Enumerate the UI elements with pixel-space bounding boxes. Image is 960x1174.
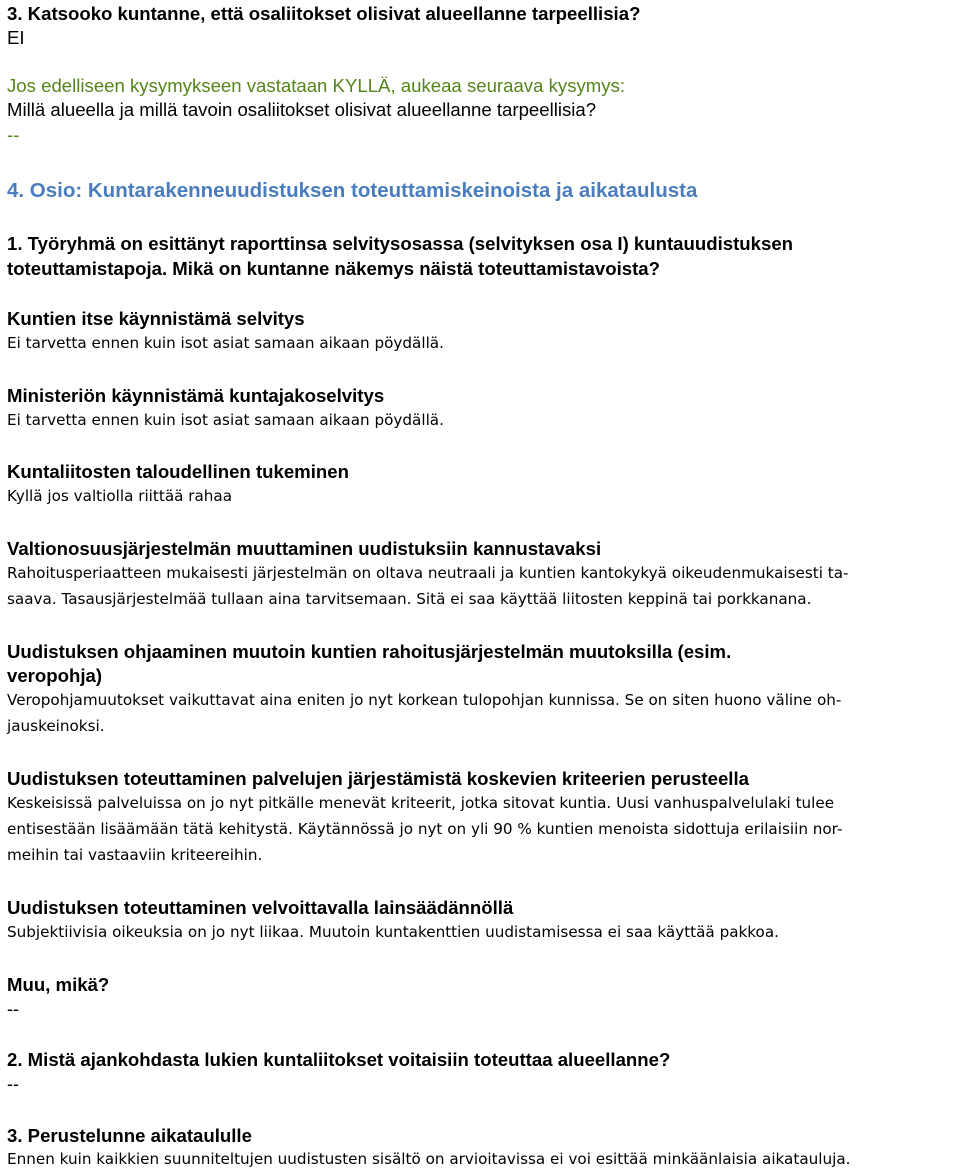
section4-title: 4. Osio: Kuntarakenneuudistuksen toteuttamiskeinoista ja aikataulusta xyxy=(7,179,698,202)
option-title: Ministeriön käynnistämä kuntajakoselvitys xyxy=(7,385,385,406)
option-answer: Ei tarvetta ennen kuin isot asiat samaan aikaan pöydällä. xyxy=(7,334,444,352)
s4-q3-answer: Ennen kuin kaikkien suunniteltujen uudistusten sisältö on arvioitavissa ei voi esittää minkäänlaisia aikatauluja. xyxy=(7,1150,851,1168)
q3-followup-note: Jos edelliseen kysymykseen vastataan KYLLÄ, aukeaa seuraava kysymys: xyxy=(7,75,626,96)
s4-q2-heading: 2. Mistä ajankohdasta lukien kuntaliitokset voitaisiin toteuttaa alueellanne? xyxy=(7,1049,671,1070)
s4-q2-answer: -- xyxy=(7,1074,19,1094)
q3-followup-answer: -- xyxy=(7,124,20,145)
s4-q1-line2: toteuttamistapoja. Mikä on kuntanne näkemys näistä toteuttamistavoista? xyxy=(7,258,660,279)
option-answer: Kyllä jos valtiolla riittää rahaa xyxy=(7,487,233,505)
other-label: Muu, mikä? xyxy=(7,974,110,995)
option-answer: jauskeinoksi. xyxy=(7,717,105,735)
option-title: Valtionosuusjärjestelmän muuttaminen uudistuksiin kannustavaksi xyxy=(7,538,602,559)
other-answer: -- xyxy=(7,999,19,1019)
option-title: Kuntien itse käynnistämä selvitys xyxy=(7,308,305,329)
option-answer: entisestään lisäämään tätä kehitystä. Käytännössä jo nyt on yli 90 % kuntien menoista sidottuja erilaisiin nor- xyxy=(7,820,843,838)
option-title: Kuntaliitosten taloudellinen tukeminen xyxy=(7,461,349,482)
option-answer: Veropohjamuutokset vaikuttavat aina eniten jo nyt korkean tulopohjan kunnissa. Se on siten huono väline oh- xyxy=(7,691,842,709)
option-answer: Subjektiivisia oikeuksia on jo nyt liikaa. Muutoin kuntakenttien uudistamisessa ei saa käyttää pakkoa. xyxy=(7,923,779,941)
option-answer: Keskeisissä palveluissa on jo nyt pitkälle menevät kriteerit, jotka sitovat kuntia. Uusi vanhuspalvelulaki tulee xyxy=(7,794,835,812)
option-answer: Ei tarvetta ennen kuin isot asiat samaan aikaan pöydällä. xyxy=(7,411,444,429)
option-answer: Rahoitusperiaatteen mukaisesti järjestelmän on oltava neutraali ja kuntien kantokykyä oikeudenmukaisesti ta- xyxy=(7,564,849,582)
q3-answer: EI xyxy=(7,27,25,48)
option-answer: meihin tai vastaaviin kriteereihin. xyxy=(7,846,263,864)
q3-heading: 3. Katsooko kuntanne, että osaliitokset olisivat alueellanne tarpeellisia? xyxy=(7,3,641,24)
option-title: veropohja) xyxy=(7,665,103,686)
s4-q3-heading: 3. Perustelunne aikataululle xyxy=(7,1125,252,1146)
option-title: Uudistuksen toteuttaminen palvelujen järjestämistä koskevien kriteerien perusteella xyxy=(7,768,749,789)
option-title: Uudistuksen toteuttaminen velvoittavalla lainsäädännöllä xyxy=(7,897,514,918)
s4-q1-line1: 1. Työryhmä on esittänyt raporttinsa selvitysosassa (selvityksen osa I) kuntauudistuksen xyxy=(7,233,794,254)
option-title: Uudistuksen ohjaaminen muutoin kuntien rahoitusjärjestelmän muutoksilla (esim. xyxy=(7,641,732,662)
q3-followup-question: Millä alueella ja millä tavoin osaliitokset olisivat alueellanne tarpeellisia? xyxy=(7,99,597,120)
option-answer: saava. Tasausjärjestelmää tullaan aina tarvitsemaan. Sitä ei saa käyttää liitosten keppinä tai porkkanana. xyxy=(7,590,812,608)
